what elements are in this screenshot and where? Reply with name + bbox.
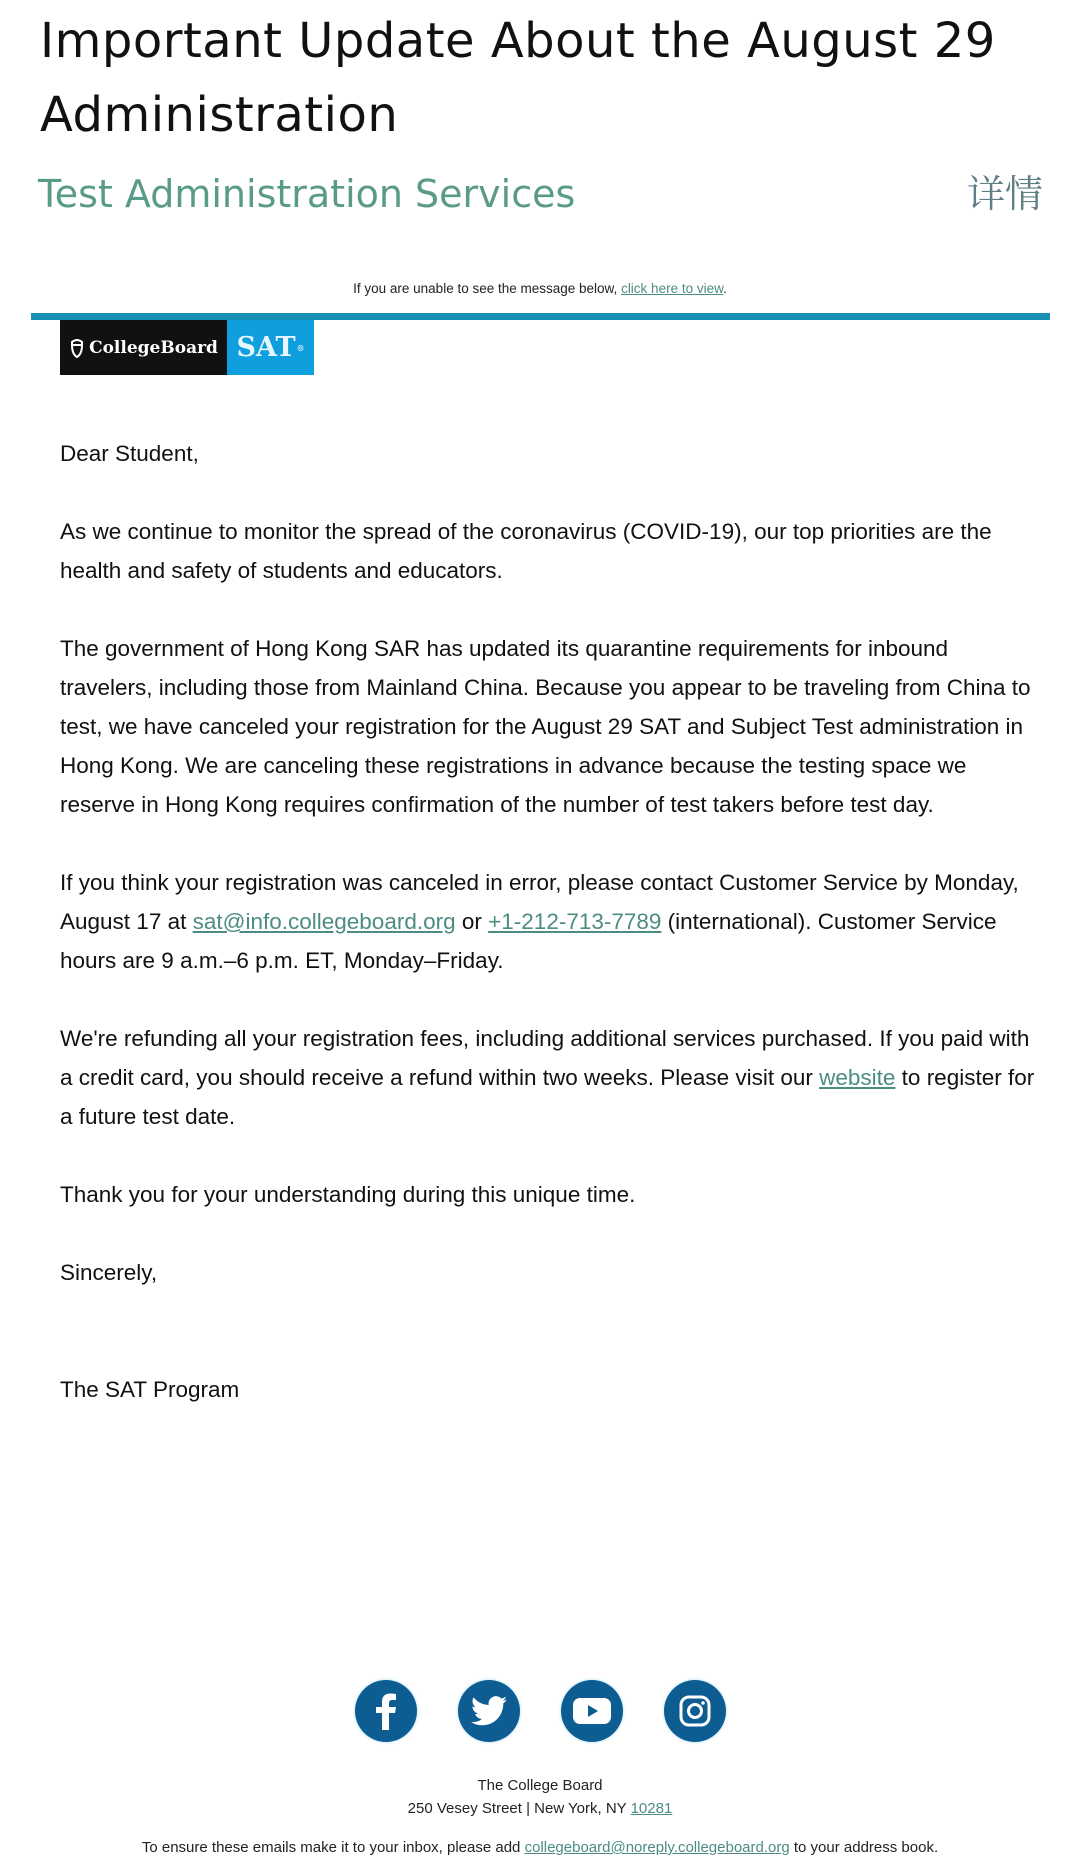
email-footer [0,1774,1080,1859]
acorn-icon [69,338,85,358]
twitter-icon [471,1696,507,1726]
article-title: Important Update About the August 29 Administration [40,13,996,143]
sat-logo [227,320,314,375]
view-notice-suffix: . [723,281,727,296]
paragraph-cancellation: The government of Hong Kong SAR has updated its quarantine requirements for inbound travelers, including those from Mainland China. Because you appear to be traveling from China to test, we have canceled your registration for the August 29 SAT and Subject Test administration in Hong Kong. We are canceling these registrations in advance because the testing space we reserve in Hong Kong requires confirmation of the number of test takers before test day. [60,636,1031,817]
footer-street: 250 Vesey Street | New York, NY [407,1800,631,1817]
account-name[interactable]: Test Administration Services [38,172,576,216]
email-body [60,434,1040,1448]
facebook-icon [371,1692,401,1730]
addbook-text-before: To ensure these emails make it to your inbox, please add [141,1839,525,1856]
contact-text-before: If you think your registration was canceled in error, please contact Customer Service by Monday, August 17 at [60,870,1019,934]
view-in-browser-link[interactable]: click here to view [621,281,724,296]
view-in-browser-notice [0,281,1080,296]
facebook-link[interactable] [355,1680,417,1742]
twitter-link[interactable] [458,1680,520,1742]
registered-mark: ® [296,342,305,353]
contact-text-middle: or [455,909,489,934]
sat-wordmark: SAT [236,332,296,363]
header-accent-bar [31,313,1050,320]
refund-text-before: We're refunding all your registration fees, including additional services purchased. If you paid with a credit card, you should receive a refund within two weeks. Please visit our [60,1026,1030,1090]
account-row [38,164,1043,224]
paragraph-thanks: Thank you for your understanding during this unique time. [60,1182,636,1207]
instagram-link[interactable] [664,1680,726,1742]
noreply-email-link[interactable]: collegeboard@noreply.collegeboard.org [524,1839,790,1856]
contact-text-after: (international). Customer Service hours are 9 a.m.–6 p.m. ET, Monday–Friday. [60,909,997,973]
address-book-notice [0,1836,1080,1859]
instagram-icon [678,1694,712,1728]
view-notice-text: If you are unable to see the message below, [353,281,622,296]
customer-service-email-link[interactable]: sat@info.collegeboard.org [192,909,456,934]
closing: Sincerely, [60,1260,158,1285]
youtube-icon [572,1696,612,1726]
paragraph-contact [60,863,1040,980]
paragraph-refund [60,1019,1040,1136]
website-link[interactable]: website [819,1065,896,1090]
footer-address [0,1797,1080,1820]
signature-spacer [60,1331,1040,1370]
details-link[interactable]: 详情 [966,172,1043,216]
customer-service-phone-link[interactable]: +1-212-713-7789 [488,909,662,934]
addbook-text-after: to your address book. [789,1839,939,1856]
signature: The SAT Program [60,1377,240,1402]
footer-org: The College Board [477,1777,603,1794]
social-links [0,1680,1080,1742]
footer-zip-link[interactable]: 10281 [630,1800,673,1817]
youtube-link[interactable] [561,1680,623,1742]
paragraph-covid-priorities: As we continue to monitor the spread of the coronavirus (COVID-19), our top priorities are the health and safety of students and educators. [60,519,992,583]
greeting: Dear Student, [60,441,199,466]
collegeboard-wordmark: CollegeBoard [89,337,218,358]
refund-text-after: to register for a future test date. [60,1065,1035,1129]
collegeboard-logo [60,320,227,375]
collegeboard-sat-logo [60,320,314,375]
